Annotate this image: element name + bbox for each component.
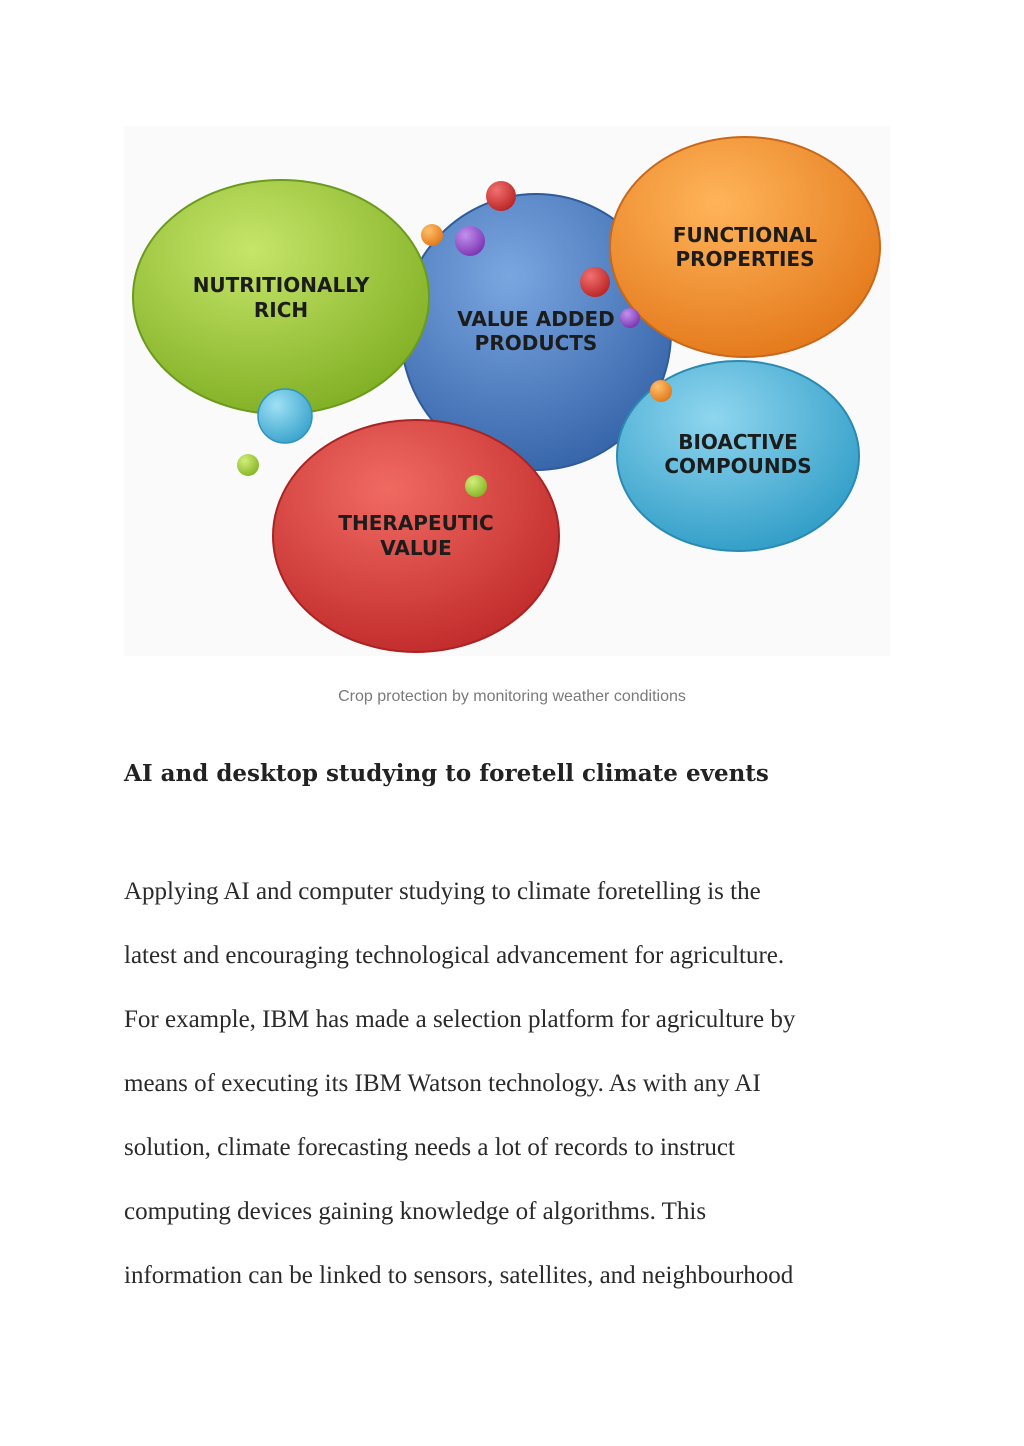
bubble-functional-properties	[610, 137, 880, 357]
body-line: information can be linked to sensors, satellites, and neighbourhood	[124, 1262, 794, 1289]
bubble-therapeutic-line2: VALUE	[380, 536, 452, 560]
body-line: Applying AI and computer studying to climate foretelling is the	[124, 878, 761, 905]
small-bubble-purple-right	[620, 308, 640, 328]
bubble-nutritionally-rich-line1: NUTRITIONALLY	[192, 273, 370, 297]
body-line: means of executing its IBM Watson technology. As with any AI	[124, 1070, 761, 1097]
bubble-value-added-line1: VALUE ADDED	[457, 307, 615, 331]
body-line: computing devices gaining knowledge of algorithms. This	[124, 1198, 707, 1225]
body-line: latest and encouraging technological advancement for agriculture.	[124, 942, 785, 969]
small-bubble-green-left	[237, 454, 259, 476]
small-bubble-orange-left	[421, 224, 443, 246]
bubble-value-added-line2: PRODUCTS	[474, 331, 598, 355]
body-paragraph	[124, 872, 914, 1320]
small-bubble-orange-right	[650, 380, 672, 402]
bubble-bioactive-line1: BIOACTIVE	[678, 430, 798, 454]
bubble-bioactive-line2: COMPOUNDS	[664, 454, 812, 478]
small-bubble-crimson-top	[486, 181, 516, 211]
small-bubble-crimson-right	[580, 267, 610, 297]
small-bubble-purple-left	[455, 226, 485, 256]
body-line: For example, IBM has made a selection platform for agriculture by	[124, 1006, 796, 1033]
bubble-nutritionally-rich	[133, 180, 429, 414]
bubble-therapeutic-line1: THERAPEUTIC	[338, 511, 494, 535]
figure-caption: Crop protection by monitoring weather conditions	[338, 688, 686, 705]
small-bubble-green-center	[465, 475, 487, 497]
small-bubble-cyan	[258, 389, 312, 443]
bubble-diagram-figure	[124, 126, 890, 656]
bubble-nutritionally-rich-line2: RICH	[253, 298, 309, 322]
section-heading: AI and desktop studying to foretell climate events	[124, 760, 769, 787]
body-line: solution, climate forecasting needs a lot of records to instruct	[124, 1134, 735, 1161]
bubble-therapeutic-value	[273, 420, 559, 652]
bubble-functional-line1: FUNCTIONAL	[672, 223, 818, 247]
bubble-diagram	[124, 126, 890, 656]
bubble-functional-line2: PROPERTIES	[675, 247, 815, 271]
